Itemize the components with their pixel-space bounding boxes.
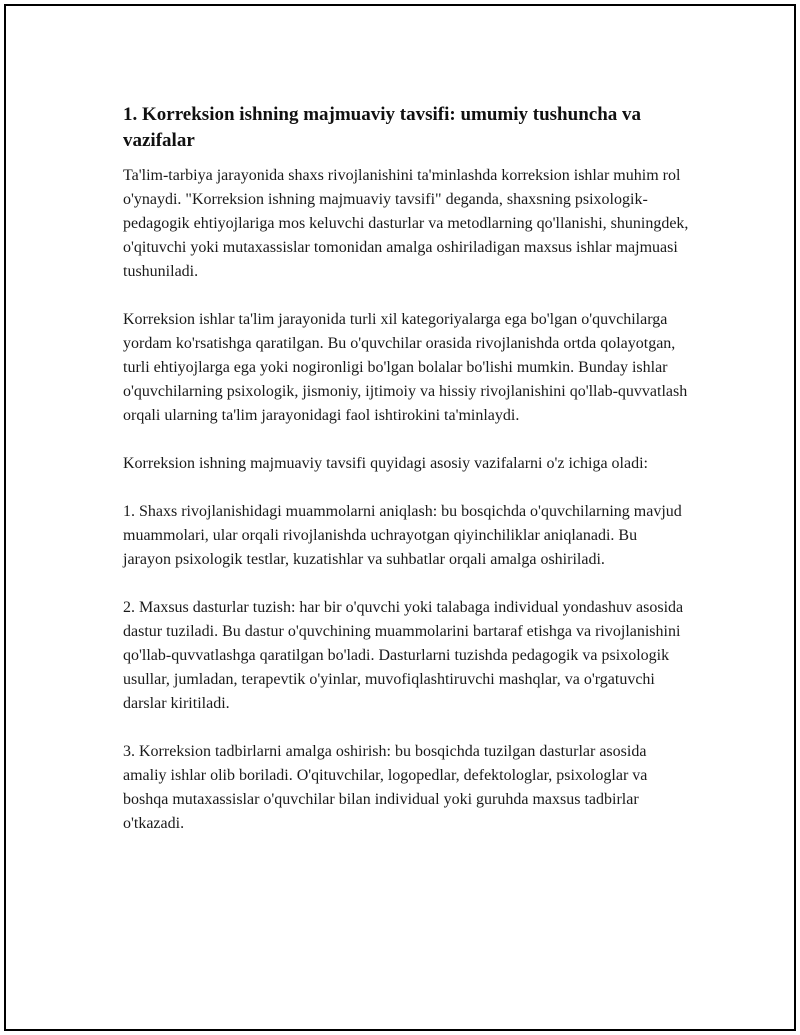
tasks-intro-paragraph: Korreksion ishning majmuaviy tavsifi quyidagi asosiy vazifalarni o'z ichiga oladi:: [123, 455, 648, 472]
intro-paragraph: Ta'lim-tarbiya jarayonida shaxs rivojlanishini ta'minlashda korreksion ishlar muhim rol o'ynaydi. "Korreksion ishning majmuaviy tavsifi" deganda, shaxsning psixologik-pedagogik ehtiyojlariga mos keluvchi dasturlar va metodlarning qo'llanishi, shuningdek, o'qituvchi yoki mutaxassislar tomonidan amalga oshiriladigan maxsus ishlar majmuasi tushuniladi.: [123, 167, 689, 280]
task-3-paragraph: 3. Korreksion tadbirlarni amalga oshirish: bu bosqichda tuzilgan dasturlar asosida amaliy ishlar olib boriladi. O'qituvchilar, logopedlar, defektologlar, psixologlar va boshqa mutaxassislar o'quvchilar bilan individual yoki guruhda maxsus tadbirlar o'tkazadi.: [123, 743, 648, 832]
task-2-paragraph: 2. Maxsus dasturlar tuzish: har bir o'quvchi yoki talabaga individual yondashuv asosida dastur tuziladi. Bu dastur o'quvchining muammolarini bartaraf etishga va rivojlanishini qo'llab-quvvatlashga qaratilgan bo'ladi. Dasturlarni tuzishda pedagogik va psixologik usullar, jumladan, terapevtik o'yinlar, muvofiqlashtiruvchi mashqlar, va o'rgatuvchi darslar kiritiladi.: [123, 599, 684, 712]
section-heading: 1. Korreksion ishning majmuaviy tavsifi: umumiy tushuncha va vazifalar: [123, 104, 642, 151]
task-1-paragraph: 1. Shaxs rivojlanishidagi muammolarni aniqlash: bu bosqichda o'quvchilarning mavjud muammolari, ular orqali rivojlanishda uchrayotgan qiyinchiliklar aniqlanadi. Bu jarayon psixologik testlar, kuzatishlar va suhbatlar orqali amalga oshiriladi.: [123, 503, 682, 568]
document-body: [123, 102, 689, 860]
page-frame: [4, 4, 796, 1031]
purpose-paragraph: Korreksion ishlar ta'lim jarayonida turli xil kategoriyalarga ega bo'lgan o'quvchilarga yordam ko'rsatishga qaratilgan. Bu o'quvchilar orasida rivojlanishda ortda qolayotgan, turli ehtiyojlarga ega yoki nogironligi bo'lgan bolalar bo'lishi mumkin. Bunday ishlar o'quvchilarning psixologik, jismoniy, ijtimoiy va hissiy rivojlanishini qo'llab-quvvatlash orqali ularning ta'lim jarayonidagi faol ishtirokini ta'minlaydi.: [123, 311, 688, 424]
